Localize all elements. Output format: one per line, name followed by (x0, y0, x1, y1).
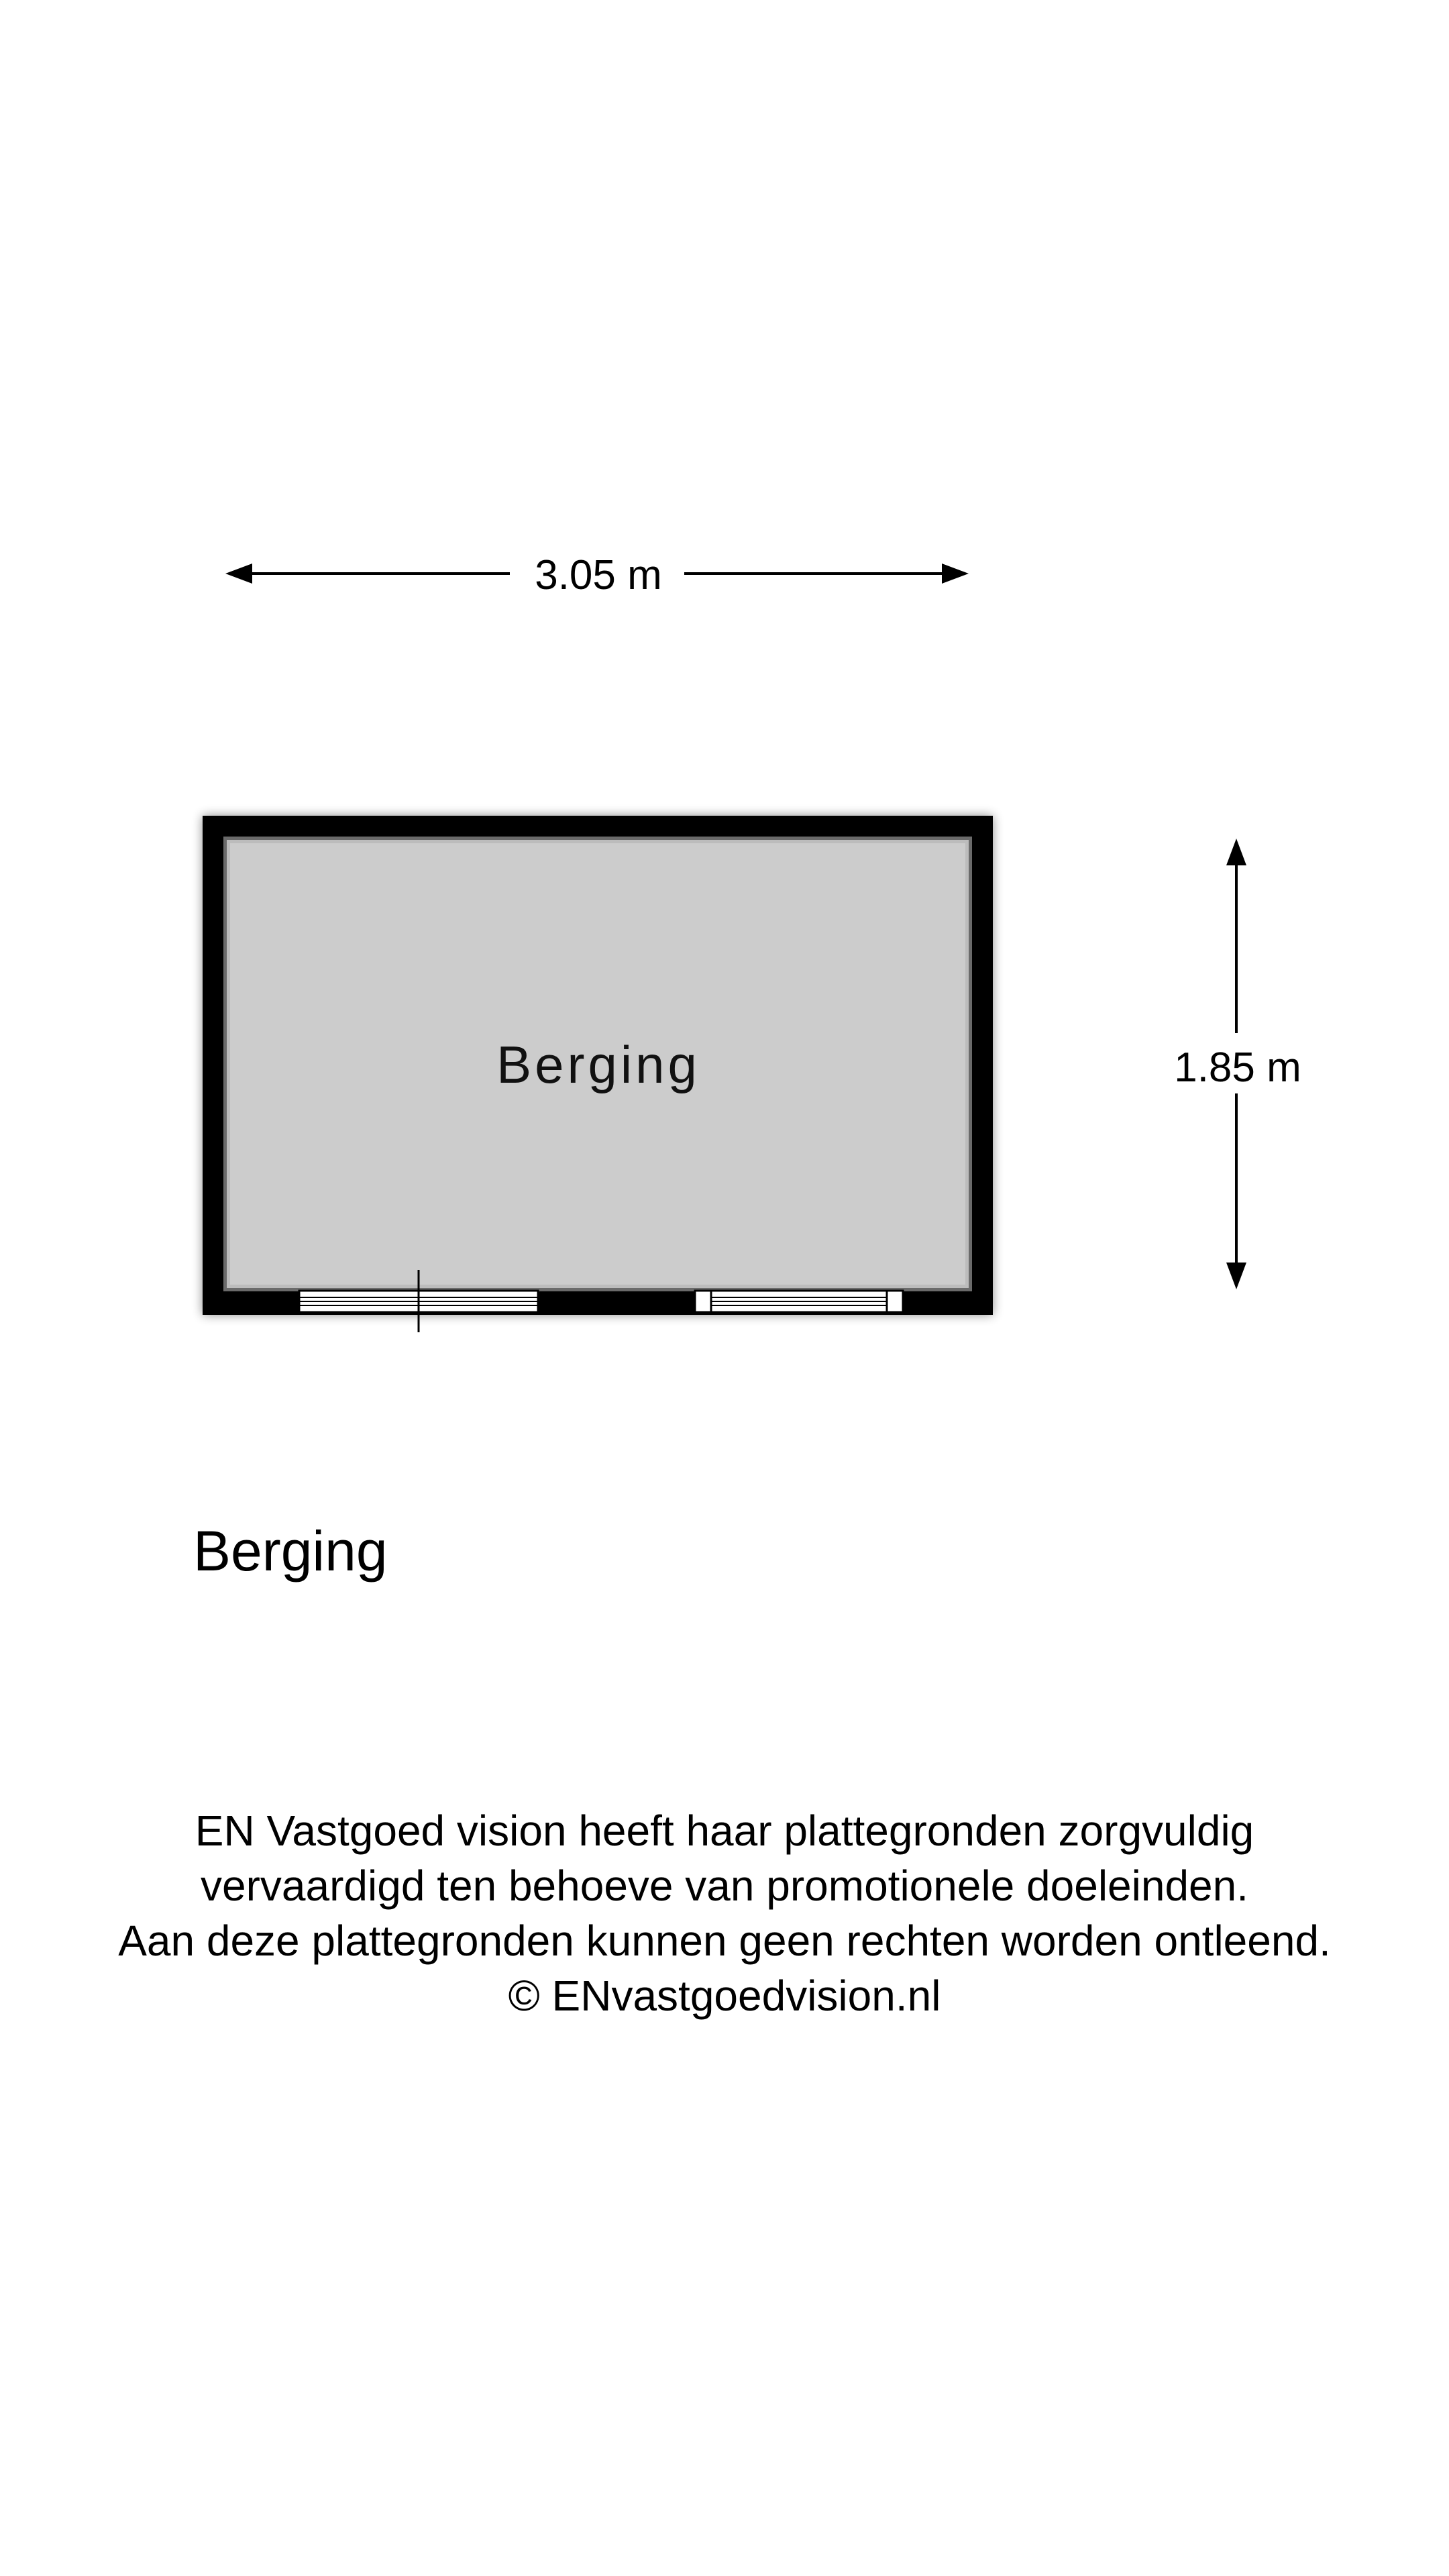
arrow-up-icon (1226, 839, 1246, 865)
disclaimer (0, 1803, 1449, 2023)
room-label: Berging (496, 1035, 700, 1094)
disclaimer-line-4: © ENvastgoedvision.nl (508, 1972, 941, 2020)
width-dimension (225, 552, 969, 598)
arrow-left-icon (225, 564, 252, 584)
arrow-right-icon (942, 564, 969, 584)
arrow-down-icon (1226, 1263, 1246, 1289)
width-dimension-label: 3.05 m (535, 552, 662, 598)
room-berging (203, 816, 993, 1332)
disclaimer-line-3: Aan deze plattegronden kunnen geen rechten worden ontleend. (118, 1917, 1331, 1965)
height-dimension-label: 1.85 m (1174, 1044, 1301, 1091)
height-dimension (1174, 839, 1301, 1289)
disclaimer-line-2: vervaardigd ten behoeve van promotionele doeleinden. (201, 1862, 1248, 1910)
floor-title: Berging (193, 1519, 388, 1582)
window-right (695, 1291, 903, 1312)
disclaimer-line-1: EN Vastgoed vision heeft haar plattegronden zorgvuldig (195, 1807, 1254, 1855)
